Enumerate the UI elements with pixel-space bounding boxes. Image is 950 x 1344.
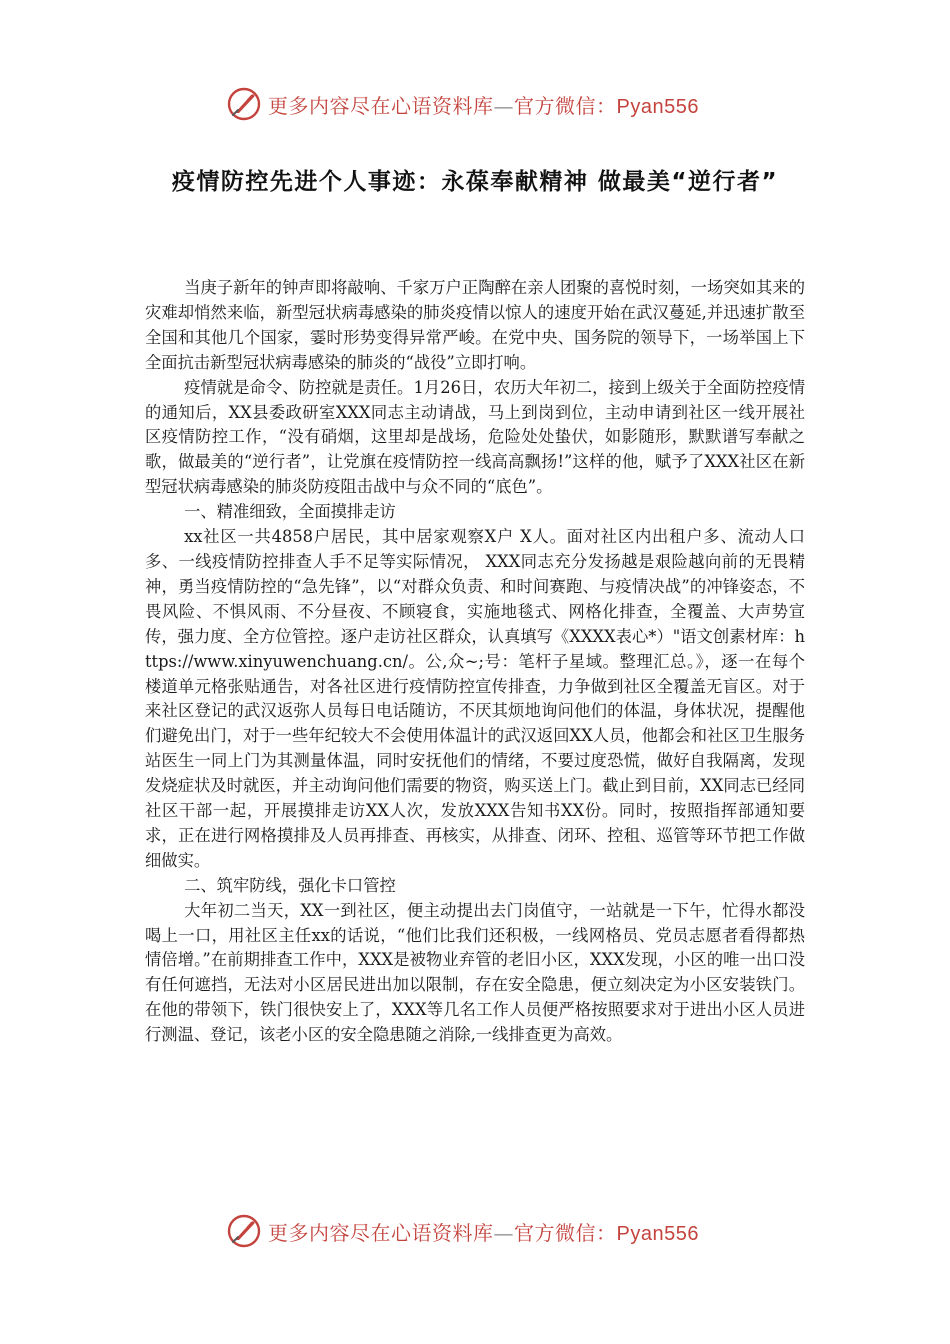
feather-pen-logo-icon bbox=[226, 1213, 262, 1249]
banner-main-text: 更多内容尽在心语资料库 bbox=[268, 1220, 494, 1245]
banner-text bbox=[268, 1217, 699, 1246]
feather-pen-logo-icon bbox=[226, 86, 262, 122]
banner-wechat-id: Pyan556 bbox=[616, 95, 699, 118]
section-heading-1: 一、精准细致，全面摸排走访 bbox=[184, 502, 396, 522]
paragraph-intro: 当庚子新年的钟声即将敲响、千家万户正陶醉在亲人团聚的喜悦时刻，一场突如其来的灾难却悄然来临，新型冠状病毒感染的肺炎疫情以惊人的速度开始在武汉蔓延,并迅速扩散至全国和其他几个国家，霎时形势变得异常严峻。在党中央、国务院的领导下，一场举国上下全面抗击新型冠状病毒感染的肺炎的“战役”立即打响。 bbox=[145, 278, 805, 372]
header-banner bbox=[226, 84, 726, 124]
banner-separator: — bbox=[493, 1220, 514, 1245]
banner-wechat-id: Pyan556 bbox=[616, 1222, 699, 1245]
paragraph-section-1: xx社区一共4858户居民，其中居家观察X户 X人。面对社区内出租户多、流动人口多、一线疫情防控排查人手不足等实际情况， XXX同志充分发扬越是艰险越向前的无畏精神，勇当疫情防控的“急先锋”，以“对群众负责、和时间赛跑、与疫情决战”的冲锋姿态，不畏风险、不惧风雨、不分昼夜、不顾寝食，实施地毯式、网格化排查，全覆盖、大声势宣传，强力度、全方位管控。逐户走访社区群众，认真填写《XXXX表心*）"语文创素材库：https://www.xinyuwenchuang.cn/。公,众~;号：笔杆子星域。整理汇总。》，逐一在每个楼道单元格张贴通告，对各社区进行疫情防控宣传排查，力争做到社区全覆盖无盲区。对于来社区登记的武汉返弥人员每日电话随访，不厌其烦地询问他们的体温，身体状况，提醒他们避免出门，对于一些年纪较大不会使用体温计的武汉返回XX人员，他都会和社区卫生服务站医生一同上门为其测量体温，同时安抚他们的情绪，不要过度恐慌，做好自我隔离，发现发烧症状及时就医，并主动询问他们需要的物资，购买送上门。截止到目前，XX同志已经同社区干部一起，开展摸排走访XX人次，发放XXX告知书XX份。同时，按照指挥部通知要求，正在进行网格摸排及人员再排查、再核实，从排查、闭环、控租、巡管等环节把工作做细做实。 bbox=[145, 527, 805, 870]
section-heading-2: 二、筑牢防线，强化卡口管控 bbox=[184, 875, 396, 895]
banner-label-text: 官方微信： bbox=[514, 1220, 617, 1245]
document-title: 疫情防控先进个人事迹：永葆奉献精神 做最美“逆行者” bbox=[171, 169, 779, 195]
banner-label-text: 官方微信： bbox=[514, 93, 617, 118]
paragraph-section-2: 大年初二当天，XX一到社区，便主动提出去门岗值守，一站就是一下午，忙得水都没喝上一口，用社区主任xx的话说，“他们比我们还积极，一线网格员、党员志愿者看得都热情倍增。”在前期排查工作中，XXX是被物业弃管的老旧小区，XXX发现，小区的唯一出口没有任何遮挡，无法对小区居民进出加以限制，存在安全隐患，便立刻决定为小区安装铁门。在他的带领下，铁门很快安上了，XXX等几名工作人员便严格按照要求对于进出小区人员进行测温、登记，该老小区的安全隐患随之消除,一线排查更为高效。 bbox=[145, 900, 805, 1045]
paragraph-response: 疫情就是命令、防控就是责任。1月26日，农历大年初二，接到上级关于全面防控疫情的通知后，XX县委政研室XXX同志主动请战，马上到岗到位，主动申请到社区一线开展社区疫情防控工作，“没有硝烟，这里却是战场，危险处处蛰伏，如影随形，默默谱写奉献之歌，做最美的“逆行者”，让党旗在疫情防控一线高高飘扬!”这样的他，赋予了XXX社区在新型冠状病毒感染的肺炎防疫阻击战中与众不同的“底色”。 bbox=[145, 377, 805, 497]
banner-separator: — bbox=[493, 93, 514, 118]
footer-banner bbox=[226, 1211, 726, 1251]
banner-main-text: 更多内容尽在心语资料库 bbox=[268, 93, 494, 118]
document-body bbox=[145, 276, 805, 1048]
banner-text bbox=[268, 90, 699, 119]
